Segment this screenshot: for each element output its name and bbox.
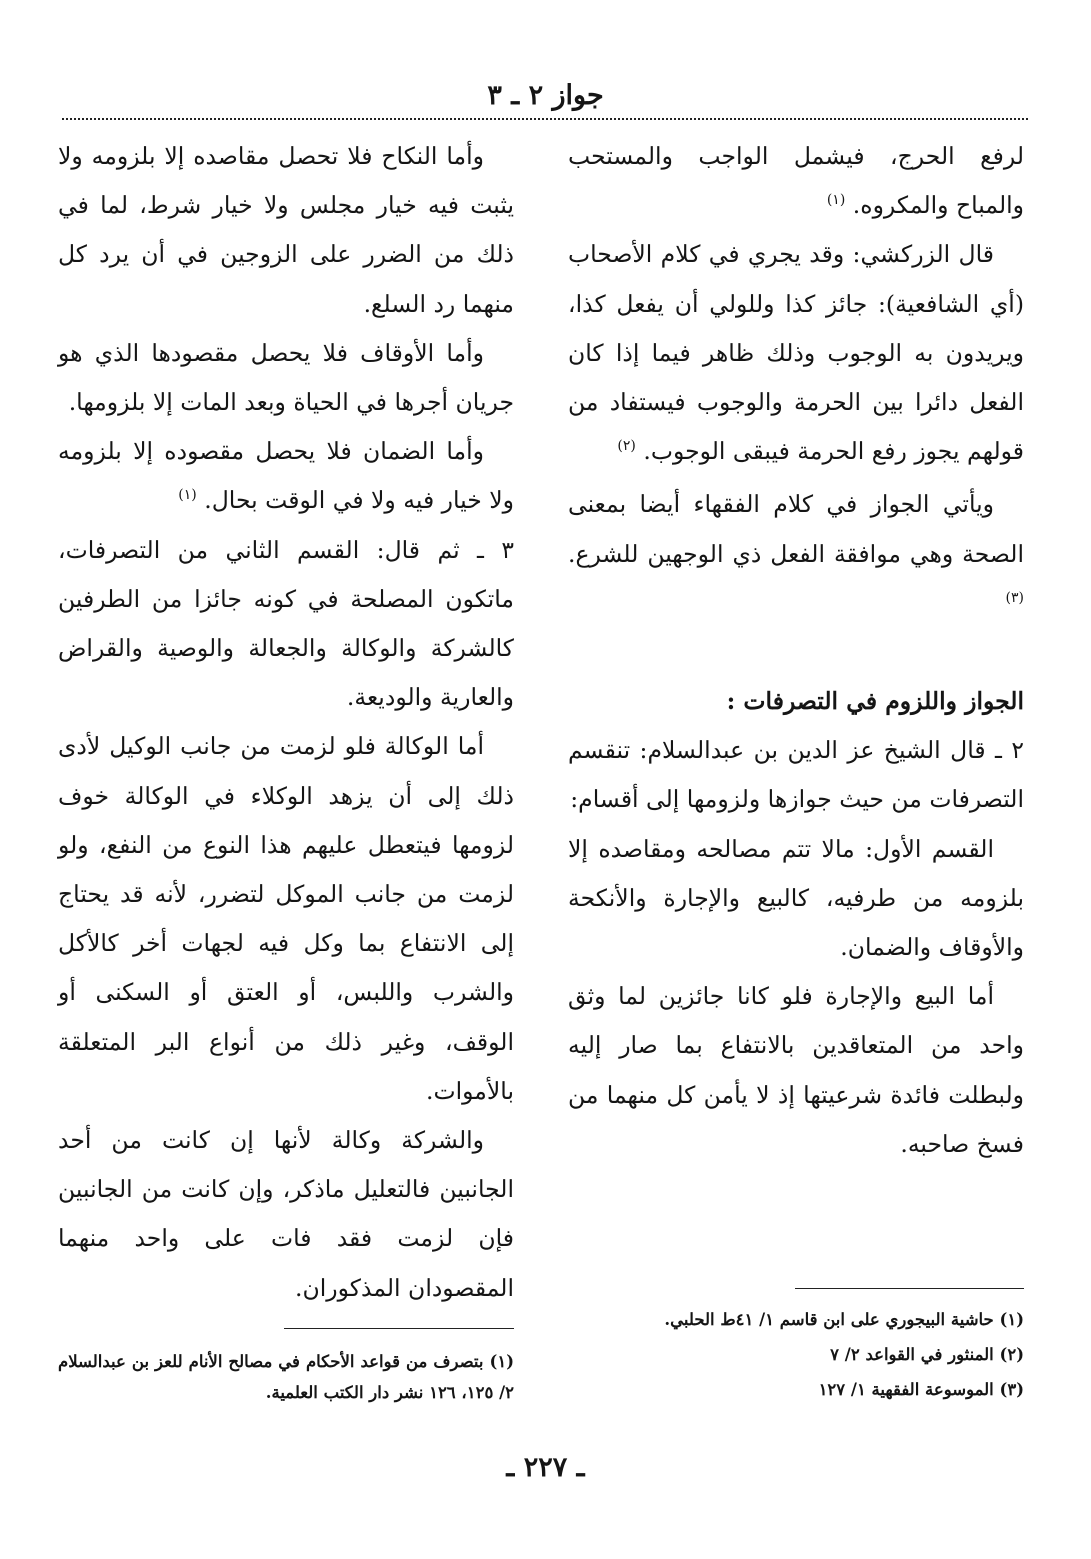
paragraph [58, 427, 514, 525]
paragraph: والشركة وكالة لأنها إن كانت من أحد الجانبين فالتعليل ماذكر، وإن كانت من الجانبين فإن لزمت فقد فات على واحد منهما المقصودان المذكوران. [58, 1126, 514, 1302]
paragraph: القسم الأول: مالا تتم مصالحه ومقاصده إلا بلزومه من طرفيه، كالبيع والإجارة والأنكحة والأوقاف والضمان. [568, 834, 1024, 962]
footnotes-right [568, 1302, 1024, 1407]
paragraph: أما البيع والإجارة فلو كانا جائزين لما وثق واحد من المتعاقدين بالانتفاع بما صار إليه ولبطلت فائدة شرعيتها إذ لا يأمن كل منهما من فسخ صاحبه. [568, 982, 1024, 1158]
paragraph-text: ويأتي الجواز في كلام الفقهاء أيضا بمعنى الصحة وهي موافقة الفعل ذي الوجهين للشرع. [568, 490, 1024, 568]
footnote: (٣) الموسوعة الفقهية ١/ ١٢٧ [818, 1380, 1024, 1399]
footnote-rule-right [795, 1288, 1024, 1289]
paragraph: ٢ ـ قال الشيخ عز الدين بن عبدالسلام: تنقسم التصرفات من حيث جوازها ولزومها إلى أقسام: [568, 736, 1024, 814]
section-heading: الجواز واللزوم في التصرفات : [726, 687, 1024, 716]
running-title: جواز ٢ ـ ٣ [487, 80, 604, 111]
footnote: (٢) المنثور في القواعد ٢/ ٧ [830, 1345, 1024, 1364]
paragraph: وأما الأوقاف فلا يحصل مقصودها الذي هو جريان أجرها في الحياة وبعد المات إلا بلزومها. [58, 338, 514, 417]
paragraph: أما الوكالة فلو لزمت من جانب الوكيل لأدى ذلك إلى أن يزهد الوكلاء في الوكالة خوف لزومها فيتعطل عليهم هذا النوع من النفع، ولو لزمت من جانب الموكل لتضرر، لأنه قد يحتاج إلى الانتفاع بما وكل فيه لجهات أخر كالأكل والشرب واللبس، أو العتق أو السكنى أو الوقف، وغير ذلك من أنواع البر المتعلقة بالأموات. [58, 732, 514, 1105]
footnotes-left [58, 1346, 514, 1408]
paragraph [568, 480, 1024, 628]
paragraph [568, 230, 1024, 476]
header-dotted-rule [62, 118, 1028, 120]
paragraph: وأما النكاح فلا تحصل مقاصده إلا بلزومه ولا يثبت فيه خيار مجلس ولا خيار شرط، لما في ذلك من الضرر على الزوجين في أن يرد كل منهما رد السلع. [58, 142, 514, 318]
paragraph: ٣ ـ ثم قال: القسم الثاني من التصرفات، ماتكون المصلحة في كونه جائزا من الطرفين كالشركة والوكالة والجعالة والوصية والقراض والعارية والوديعة. [58, 535, 514, 712]
page-number: ـ ٢٢٧ ـ [506, 1452, 585, 1483]
paragraph-text: قال الزركشي: وقد يجري في كلام الأصحاب (أي الشافعية): جائز كذا وللولي أن يفعل كذا، ويريدون به الوجوب وذلك ظاهر فيما إذا كان الفعل دائرا بين الحرمة والوجوب فيستفاد من قولهم يجوز رفع الحرمة فيبقى الوجوب. [568, 240, 1024, 466]
footnote-ref: (١) [826, 192, 846, 209]
footnote-ref: (١) [178, 487, 197, 504]
paragraph-text: وأما الضمان فلا يحصل مقصوده إلا بلزومه ولا خيار فيه ولا في الوقت بحال. [58, 437, 514, 515]
right-column [568, 132, 1024, 1169]
footnote-ref: (٢) [617, 438, 636, 455]
footnote-ref: (٣) [1005, 590, 1024, 606]
footnote-rule-left [284, 1328, 514, 1329]
footnote: (١) حاشية البيجوري على ابن قاسم ١/ ٤١ط الحلبي. [664, 1310, 1024, 1329]
footnote: (١) بتصرف من قواعد الأحكام في مصالح الأنام للعز بن عبدالسلام ٢/ ١٢٥، ١٢٦ نشر دار الكتب العلمية. [58, 1352, 514, 1402]
left-column [58, 132, 514, 1313]
paragraph [568, 132, 1024, 230]
paragraph-text: لرفع الحرج، فيشمل الواجب والمستحب والمباح والمكروه. [568, 142, 1024, 220]
